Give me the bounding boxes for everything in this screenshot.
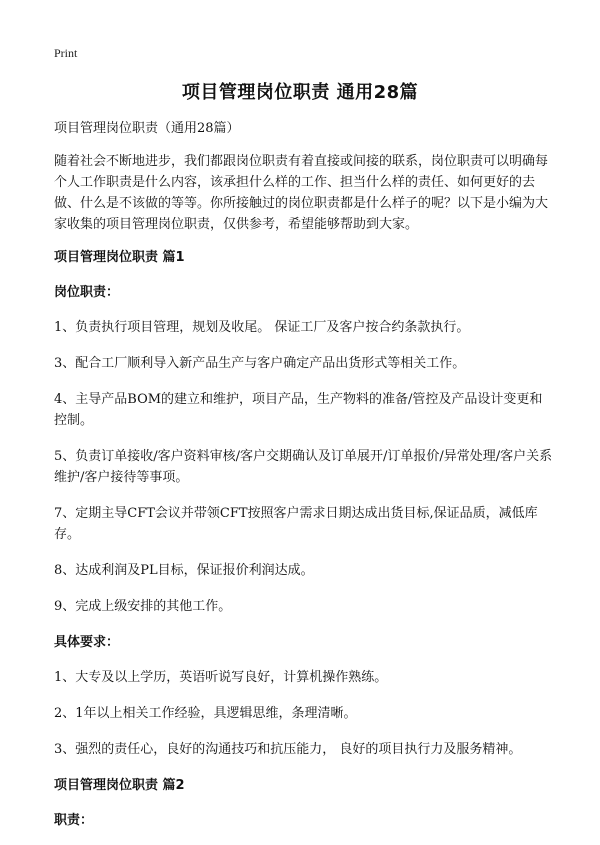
duties-heading: 岗位职责： (54, 285, 120, 300)
requirement-item: 1、大专及以上学历，英语听说写良好，计算机操作熟练。 (54, 670, 388, 685)
print-label[interactable]: Print (54, 46, 78, 60)
duty-item: 9、完成上级安排的其他工作。 (54, 599, 232, 614)
section2-heading: 项目管理岗位职责 篇2 (54, 778, 185, 793)
section1-heading: 项目管理岗位职责 篇1 (54, 250, 185, 265)
section2-duties-heading: 职责： (54, 813, 94, 828)
document-subtitle: 项目管理岗位职责（通用28篇） (54, 121, 240, 136)
intro-paragraph: 随着社会不断地进步，我们都跟岗位职责有着直接或间接的联系，岗位职责可以明确每个人工作职责是什么内容，该承担什么样的工作、担当什么样的责任、如何更好的去做、什么是不该做的等等。你所接触过的岗位职责都是什么样子的呢？以下是小编为大家收集的项目管理岗位职责，仅供参考，希望能够帮助到大家。 (54, 154, 549, 232)
requirement-item: 2、1年以上相关工作经验，具逻辑思维，条理清晰。 (54, 706, 357, 721)
duty-item: 1、负责执行项目管理，规划及收尾。 保证工厂及客户按合约条款执行。 (54, 320, 470, 335)
document-body (54, 118, 554, 845)
page-title: 项目管理岗位职责 通用28篇 (181, 82, 419, 103)
requirement-item: 3、强烈的责任心，良好的沟通技巧和抗压能力， 良好的项目执行力及服务精神。 (54, 742, 522, 757)
duty-item: 8、达成利润及PL目标，保证报价利润达成。 (54, 563, 314, 578)
duty-item: 7、定期主导CFT会议并带领CFT按照客户需求日期达成出货目标,保证品质，减低库存。 (54, 506, 538, 542)
duty-item: 3、配合工厂顺利导入新产品生产与客户确定产品出货形式等相关工作。 (54, 356, 466, 371)
requirements-heading: 具体要求： (54, 635, 120, 650)
duty-item: 4、主导产品BOM的建立和维护，项目产品，生产物料的准备/管控及产品设计变更和控制。 (54, 392, 543, 428)
duty-item: 5、负责订单接收/客户资料审核/客户交期确认及订单展开/订单报价/异常处理/客户关系维护/客户接待等事项。 (54, 449, 553, 485)
